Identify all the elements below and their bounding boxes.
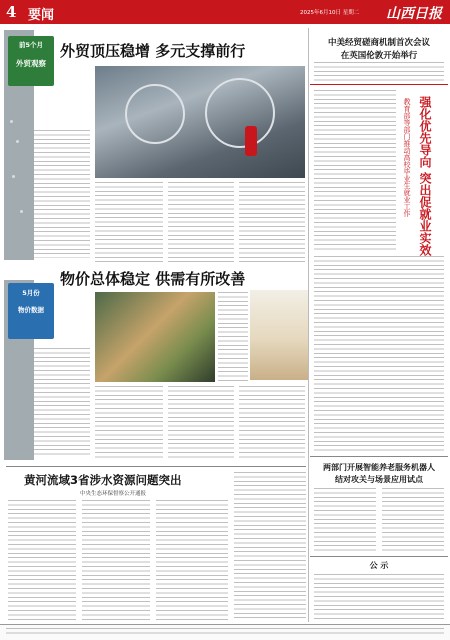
date-line: 2025年6月10日 星期二 <box>300 10 360 16</box>
decor-dot <box>16 140 19 143</box>
section-divider <box>6 466 306 467</box>
story3-body-col <box>8 500 76 620</box>
section-name: 要闻 <box>28 8 55 23</box>
story2-body-col <box>95 386 163 460</box>
story2-illustration <box>250 290 308 380</box>
story2-headline: 物价总体稳定 供需有所改善 <box>60 270 246 288</box>
story1-body-col <box>168 182 234 262</box>
notice-body <box>314 574 444 620</box>
right-bottom-headline-line1: 两部门开展智能养老服务机器人 <box>323 463 435 472</box>
decor-dot <box>20 210 23 213</box>
column-divider <box>308 28 309 622</box>
machine-shape <box>205 78 275 148</box>
story1-badge-top: 前5个月 <box>18 41 44 49</box>
section-divider <box>310 456 448 457</box>
right-bottom-headline-line2: 结对攻关与场景应用试点 <box>335 475 423 484</box>
story2-caption-col <box>218 292 248 382</box>
story3-body-col <box>82 500 150 620</box>
story3-body-col <box>234 472 306 620</box>
notice-title: 公 示 <box>369 561 389 570</box>
story2-body-col <box>239 386 305 460</box>
story2-market-photo <box>95 292 215 382</box>
right-mid-body <box>314 90 396 250</box>
story1-badge-mid: 外贸观察 <box>16 59 46 68</box>
footer-text <box>6 628 444 637</box>
right-top-body <box>314 62 444 82</box>
vertical-subhead: 教育部等部门推动高校毕业生就业工作 <box>403 98 411 217</box>
newspaper-logo: 山西日报 <box>386 6 442 22</box>
story3-subhead: 中央生态环保督察公开通报 <box>80 491 147 497</box>
story3-headline: 黄河流域3省涉水资源问题突出 <box>24 473 182 487</box>
section-divider <box>310 556 448 557</box>
red-divider <box>310 84 448 85</box>
decor-dot <box>12 175 15 178</box>
story2-lead-text <box>34 348 90 458</box>
story1-lead-text <box>34 130 90 258</box>
page-number: 4 <box>6 3 17 21</box>
story1-body-col <box>239 182 305 262</box>
story2-badge-mid: 物价数据 <box>18 306 44 314</box>
vertical-headline: 强化优先导向 突出促就业实效 <box>418 96 432 257</box>
right-mid-body <box>314 256 444 452</box>
right-top-headline-line1: 中美经贸磋商机制首次会议 <box>327 38 430 48</box>
decor-dot <box>10 120 13 123</box>
right-bottom-body <box>314 488 376 552</box>
story1-factory-photo <box>95 66 305 178</box>
machine-shape <box>125 84 185 144</box>
story2-badge-top: 5月份 <box>22 289 40 297</box>
story2-body-col <box>168 386 234 460</box>
story3-body-col <box>156 500 228 620</box>
masthead-bar <box>0 0 450 24</box>
footer-bar <box>0 624 450 640</box>
right-top-headline-line2: 在英国伦敦开始举行 <box>340 51 418 61</box>
right-bottom-body <box>382 488 444 552</box>
story1-headline: 外贸顶压稳增 多元支撑前行 <box>60 42 246 60</box>
story1-body-col <box>95 182 163 262</box>
worker-figure <box>245 126 257 156</box>
